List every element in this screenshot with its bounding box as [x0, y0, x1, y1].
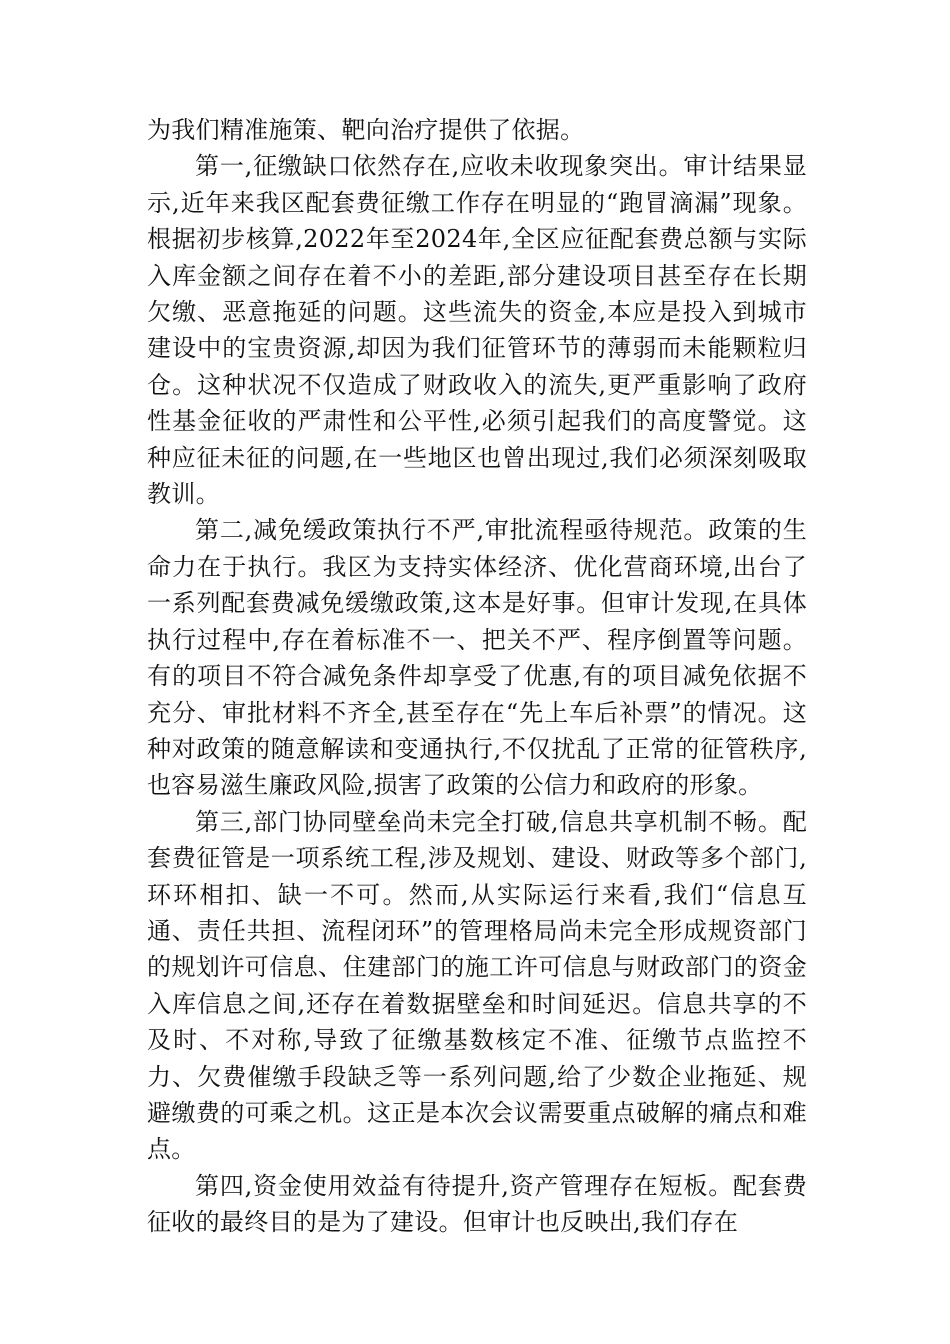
paragraph-first-point: 第一,征缴缺口依然存在,应收未收现象突出。审计结果显示,近年来我区配套费征缴工作存在明显的“跑冒滴漏”现象。根据初步核算,2022年至2024年,全区应征配套费总额与实际入库金额之间存在着不小的差距,部分建设项目甚至存在长期欠缴、恶意拖延的问题。这些流失的资金,本应是投入到城市建设中的宝贵资源,却因为我们征管环节的薄弱而未能颗粒归仓。这种状况不仅造成了财政收入的流失,更严重影响了政府性基金征收的严肃性和公平性,必须引起我们的高度警觉。这种应征未征的问题,在一些地区也曾出现过,我们必须深刻吸取教训。: [147, 152, 807, 509]
paragraph-second-point: 第二,减免缓政策执行不严,审批流程亟待规范。政策的生命力在于执行。我区为支持实体经济、优化营商环境,出台了一系列配套费减免缓缴政策,这本是好事。但审计发现,在具体执行过程中,存在着标准不一、把关不严、程序倒置等问题。有的项目不符合减免条件却享受了优惠,有的项目减免依据不充分、审批材料不齐全,甚至存在“先上车后补票”的情况。这种对政策的随意解读和变通执行,不仅扰乱了正常的征管秩序,也容易滋生廉政风险,损害了政策的公信力和政府的形象。: [147, 516, 807, 800]
document-body: [147, 112, 807, 1241]
paragraph-continuation: 为我们精准施策、靶向治疗提供了依据。: [147, 116, 585, 144]
paragraph-third-point: 第三,部门协同壁垒尚未完全打破,信息共享机制不畅。配套费征管是一项系统工程,涉及规划、建设、财政等多个部门,环环相扣、缺一不可。然而,从实际运行来看,我们“信息互通、责任共担、流程闭环”的管理格局尚未完全形成规资部门的规划许可信息、住建部门的施工许可信息与财政部门的资金入库信息之间,还存在着数据壁垒和时间延迟。信息共享的不及时、不对称,导致了征缴基数核定不准、征缴节点监控不力、欠费催缴手段缺乏等一系列问题,给了少数企业拖延、规避缴费的可乘之机。这正是本次会议需要重点破解的痛点和难点。: [147, 807, 807, 1164]
paragraph-fourth-point: 第四,资金使用效益有待提升,资产管理存在短板。配套费征收的最终目的是为了建设。但审计也反映出,我们存在: [147, 1171, 807, 1237]
